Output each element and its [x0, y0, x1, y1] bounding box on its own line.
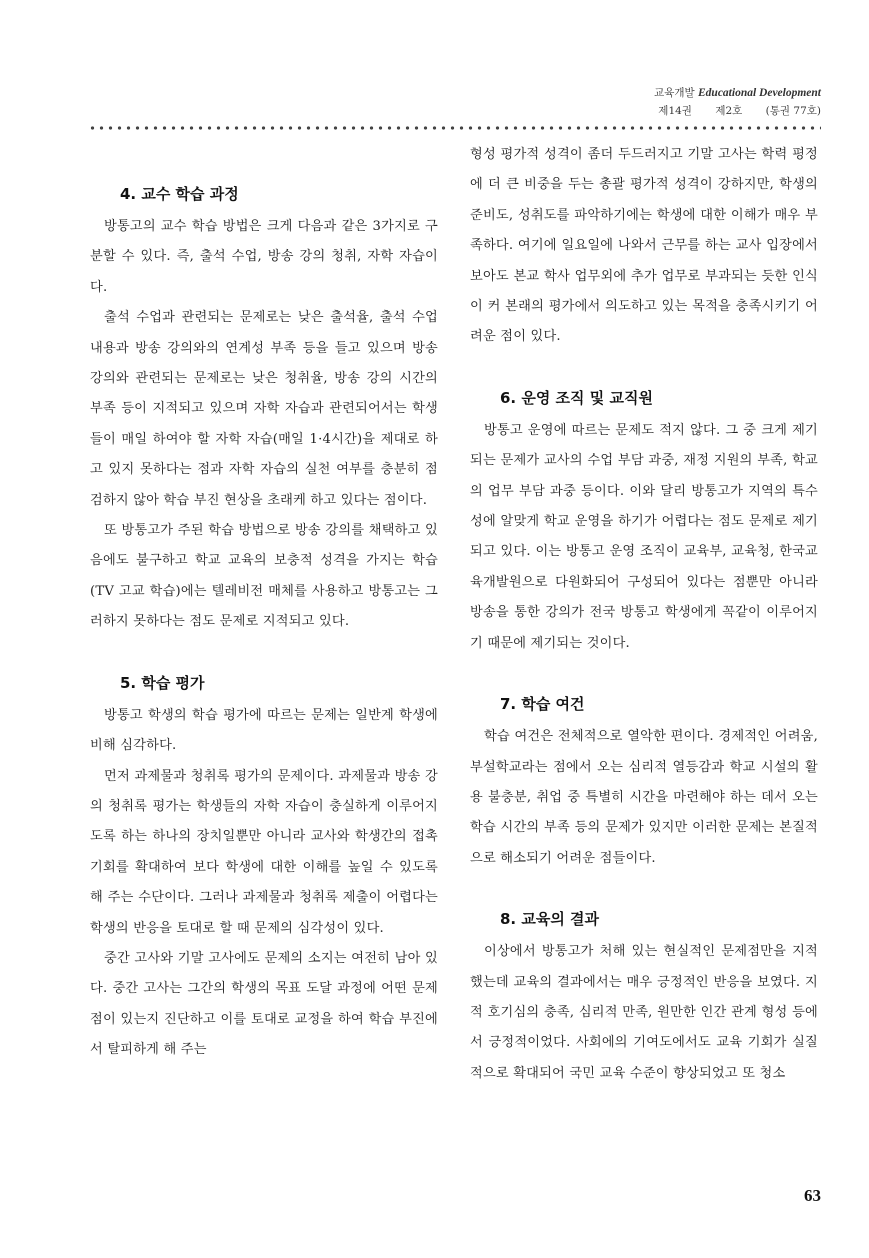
section-8-paragraph-1: 이상에서 방통고가 처해 있는 현실적인 문제점만을 지적했는데 교육의 결과에서는 매우 긍정적인 반응을 보였다. 지적 호기심의 충족, 심리적 만족, 원만한 인간 관계 형성 등에서 긍정적이었다. 사회에의 기여도에서도 교육 기회가 실질적으로 확대되어 국민 교육 수준이 향상되었고 또 청소 [470, 944, 818, 1081]
section-7-paragraph-1: 학습 여건은 전체적으로 열악한 편이다. 경제적인 어려움, 부설학교라는 점에서 오는 심리적 열등감과 학교 시설의 활용 불충분, 취업 중 특별히 시간을 마련해야 하는 데서 오는 학습 시간의 부족 등의 문제가 있지만 이러한 문제는 본질적으로 해소되기 어려운 점들이다. [470, 729, 818, 866]
continued-paragraph: 형성 평가적 성격이 좀더 두드러지고 기말 고사는 학력 평정에 더 큰 비중을 두는 총괄 평가적 성격이 강하지만, 학생의 준비도, 성취도를 파악하기에는 학생에 대한 이해가 매우 부족하다. 여기에 일요일에 나와서 근무를 하는 교사 입장에서 보아도 본교 학사 업무외에 추가 업무로 부과되는 듯한 인식이 커 본래의 평가에서 의도하고 있는 목적을 충족시키기 어려운 점이 있다. [470, 147, 818, 345]
section-5-heading: 5. 학습 평가 [120, 673, 205, 692]
section-8-heading: 8. 교육의 결과 [500, 910, 600, 929]
page-number: 63 [804, 1186, 821, 1205]
issue: 제2호 [715, 105, 743, 117]
right-column [470, 140, 818, 1089]
section-5-paragraph-2: 먼저 과제물과 청취록 평가의 문제이다. 과제물과 방송 강의 청취록 평가는 학생들의 자학 자습이 충실하게 이루어지도록 하는 하나의 장치일뿐만 아니라 교사와 학생간의 접촉 기회를 확대하여 보다 학생에 대한 이해를 높일 수 있도록 해 주는 수단이다. 그러나 과제물과 청취록 제출이 어렵다는 학생의 반응을 토대로 할 때 문제의 심각성이 있다. [90, 768, 438, 936]
dotted-divider [88, 126, 821, 130]
section-4-paragraph-3: 또 방통고가 주된 학습 방법으로 방송 강의를 채택하고 있음에도 불구하고 학교 교육의 보충적 성격을 가지는 학습(TV 고교 학습)에는 텔레비전 매체를 사용하고 방통고는 그러하지 못하다는 점도 문제로 지적되고 있다. [90, 523, 438, 630]
journal-issue-line [654, 102, 821, 120]
journal-header [654, 84, 821, 120]
journal-name-ko: 교육개발 [654, 87, 695, 99]
section-4-paragraph-1: 방통고의 교수 학습 방법은 크게 다음과 같은 3가지로 구분할 수 있다. 즉, 출석 수업, 방송 강의 청취, 자학 자습이다. [90, 219, 438, 295]
journal-title-line [654, 84, 821, 102]
section-7-heading: 7. 학습 여건 [500, 695, 585, 714]
section-5-paragraph-3: 중간 고사와 기말 고사에도 문제의 소지는 여전히 남아 있다. 중간 고사는 그간의 학생의 목표 도달 과정에 어떤 문제점이 있는지 진단하고 이를 토대로 교정을 하여 학습 부진에서 탈피하게 해 주는 [90, 950, 438, 1058]
section-4-heading: 4. 교수 학습 과정 [120, 185, 239, 203]
section-6-heading: 6. 운영 조직 및 교직원 [500, 388, 653, 407]
volume: 제14권 [658, 105, 692, 117]
section-5-paragraph-1: 방통고 학생의 학습 평가에 따르는 문제는 일반계 학생에 비해 심각하다. [90, 707, 438, 754]
journal-name-en: Educational Development [698, 87, 821, 99]
left-column [90, 140, 438, 1066]
section-6-paragraph-1: 방통고 운영에 따르는 문제도 적지 않다. 그 중 크게 제기되는 문제가 교사의 수업 부담 과중, 재정 지원의 부족, 학교의 업무 부담 과중 등이다. 이와 달리 방통고가 지역의 특수성에 알맞게 학교 운영을 하기가 어렵다는 점도 문제로 제기되고 있다. 이는 방통고 운영 조직이 교육부, 교육청, 한국교육개발원으로 다원화되어 구성되어 있다는 점뿐만 아니라 방송을 통한 강의가 전국 방통고 학생에게 꼭같이 이루어지기 때문에 제기되는 것이다. [470, 422, 818, 651]
total-issue: (통권 77호) [765, 105, 821, 117]
section-4-paragraph-2: 출석 수업과 관련되는 문제로는 낮은 출석율, 출석 수업 내용과 방송 강의와의 연계성 부족 등을 들고 있으며 방송 강의와 관련되는 문제로는 낮은 청취율, 방송 강의 시간의 부족 등이 지적되고 있으며 자학 자습과 관련되어서는 학생들이 매일 하여야 할 자학 자습(매일 1·4시간)을 제대로 하고 있지 못하다는 점과 자학 자습의 실천 여부를 충분히 점검하지 않아 학습 부진 현상을 초래케 하고 있다는 점이다. [90, 310, 438, 508]
